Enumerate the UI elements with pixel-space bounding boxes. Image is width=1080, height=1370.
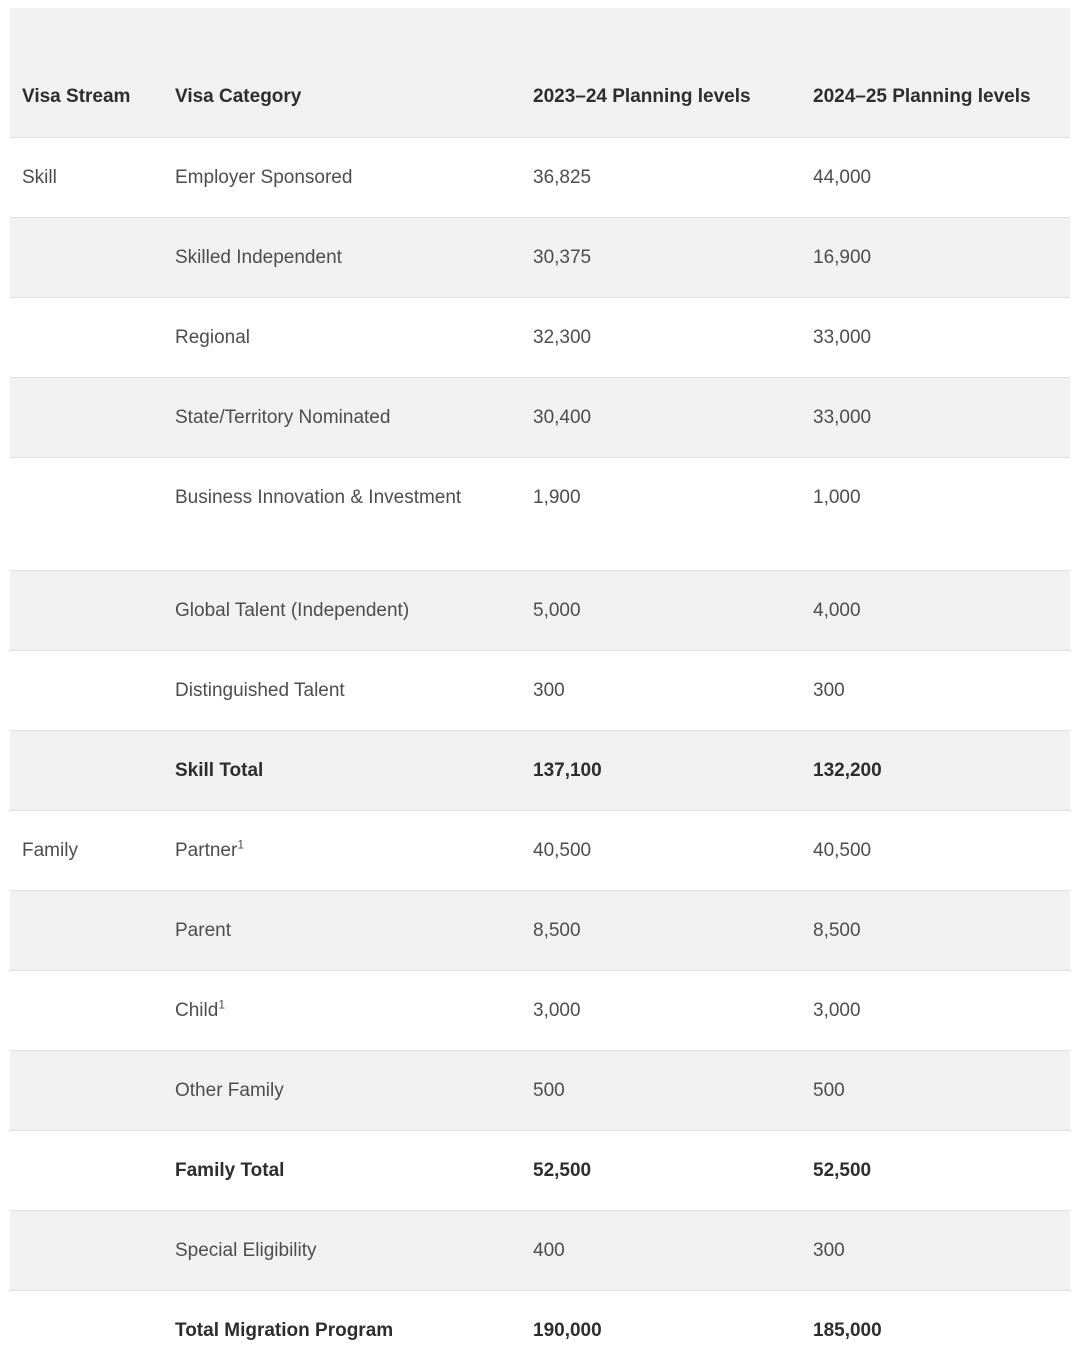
table-row (10, 1130, 1070, 1210)
table-row (10, 1210, 1070, 1290)
visa-category-cell: Skill Total (175, 759, 264, 781)
table-row (10, 1290, 1070, 1370)
visa-category-cell: Global Talent (Independent) (175, 599, 410, 621)
visa-stream-cell (10, 377, 163, 457)
visa-stream-cell (10, 217, 163, 297)
table-row (10, 457, 1070, 570)
header-row (10, 8, 1070, 137)
levels-2024-25-cell: 185,000 (813, 1319, 882, 1341)
levels-2024-25-cell: 500 (813, 1079, 845, 1101)
levels-2023-24-cell: 40,500 (533, 839, 592, 861)
visa-stream-cell (10, 297, 163, 377)
levels-2024-25-cell: 52,500 (813, 1159, 872, 1181)
visa-stream-cell: Skill (22, 166, 57, 188)
visa-category-cell: Family Total (175, 1159, 285, 1181)
visa-category-cell: Employer Sponsored (175, 166, 353, 188)
header-2023-24-levels: 2023–24 Planning levels (533, 85, 751, 107)
levels-2024-25-cell: 300 (813, 1239, 845, 1261)
levels-2024-25-cell: 44,000 (813, 166, 872, 188)
visa-stream-cell (10, 1210, 163, 1290)
visa-stream-cell (10, 650, 163, 730)
levels-2024-25-cell: 4,000 (813, 599, 861, 621)
visa-stream-cell (10, 1130, 163, 1210)
levels-2024-25-cell: 40,500 (813, 839, 872, 861)
levels-2024-25-cell: 8,500 (813, 919, 861, 941)
table-row (10, 217, 1070, 297)
visa-category-cell: Total Migration Program (175, 1319, 394, 1341)
table-row (10, 890, 1070, 970)
migration-planning-table (10, 8, 1070, 1370)
levels-2023-24-cell: 190,000 (533, 1319, 602, 1341)
table-row (10, 297, 1070, 377)
visa-category-cell: Regional (175, 326, 250, 348)
table-body (10, 137, 1070, 1370)
table-row (10, 810, 1070, 890)
visa-category-cell: Partner$^1$ (175, 837, 244, 861)
header-2024-25-levels: 2024–25 Planning levels (813, 85, 1031, 107)
header-visa-category: Visa Category (175, 85, 302, 107)
visa-stream-cell (10, 457, 163, 570)
visa-category-cell: Skilled Independent (175, 246, 342, 268)
levels-2023-24-cell: 137,100 (533, 759, 602, 781)
levels-2023-24-cell: 30,400 (533, 406, 592, 428)
levels-2024-25-cell: 300 (813, 679, 845, 701)
levels-2024-25-cell: 33,000 (813, 326, 872, 348)
visa-category-cell: State/Territory Nominated (175, 406, 391, 428)
table-row (10, 970, 1070, 1050)
levels-2023-24-cell: 400 (533, 1239, 565, 1261)
levels-2023-24-cell: 36,825 (533, 166, 592, 188)
table-header (10, 8, 1070, 137)
visa-stream-cell (10, 1050, 163, 1130)
levels-2023-24-cell: 3,000 (533, 999, 581, 1021)
visa-category-cell: Distinguished Talent (175, 679, 345, 701)
levels-2023-24-cell: 5,000 (533, 599, 581, 621)
visa-stream-cell (10, 890, 163, 970)
levels-2023-24-cell: 32,300 (533, 326, 592, 348)
visa-category-cell: Other Family (175, 1079, 284, 1101)
visa-category-cell: Parent (175, 919, 231, 941)
visa-stream-cell (10, 970, 163, 1050)
levels-2024-25-cell: 1,000 (813, 486, 861, 508)
visa-category-cell: Special Eligibility (175, 1239, 317, 1261)
table-row (10, 137, 1070, 217)
visa-category-cell: Business Innovation & Investment (175, 486, 462, 508)
levels-2024-25-cell: 16,900 (813, 246, 872, 268)
levels-2024-25-cell: 132,200 (813, 759, 882, 781)
table-row (10, 1050, 1070, 1130)
table-row (10, 650, 1070, 730)
migration-planning-table-container (10, 8, 1070, 1370)
visa-stream-cell (10, 730, 163, 810)
table-row (10, 377, 1070, 457)
footnote-marker: 1 (237, 837, 244, 852)
footnote-marker: 1 (218, 997, 225, 1012)
levels-2023-24-cell: 8,500 (533, 919, 581, 941)
visa-stream-cell: Family (22, 839, 78, 861)
levels-2023-24-cell: 500 (533, 1079, 565, 1101)
visa-category-cell: Child$^1$ (175, 997, 225, 1021)
levels-2023-24-cell: 30,375 (533, 246, 592, 268)
levels-2024-25-cell: 33,000 (813, 406, 872, 428)
visa-stream-cell (10, 570, 163, 650)
levels-2023-24-cell: 52,500 (533, 1159, 592, 1181)
table-row (10, 730, 1070, 810)
visa-stream-cell (10, 1290, 163, 1370)
table-row (10, 570, 1070, 650)
header-visa-stream: Visa Stream (22, 85, 131, 107)
levels-2023-24-cell: 1,900 (533, 486, 581, 508)
levels-2023-24-cell: 300 (533, 679, 565, 701)
levels-2024-25-cell: 3,000 (813, 999, 861, 1021)
